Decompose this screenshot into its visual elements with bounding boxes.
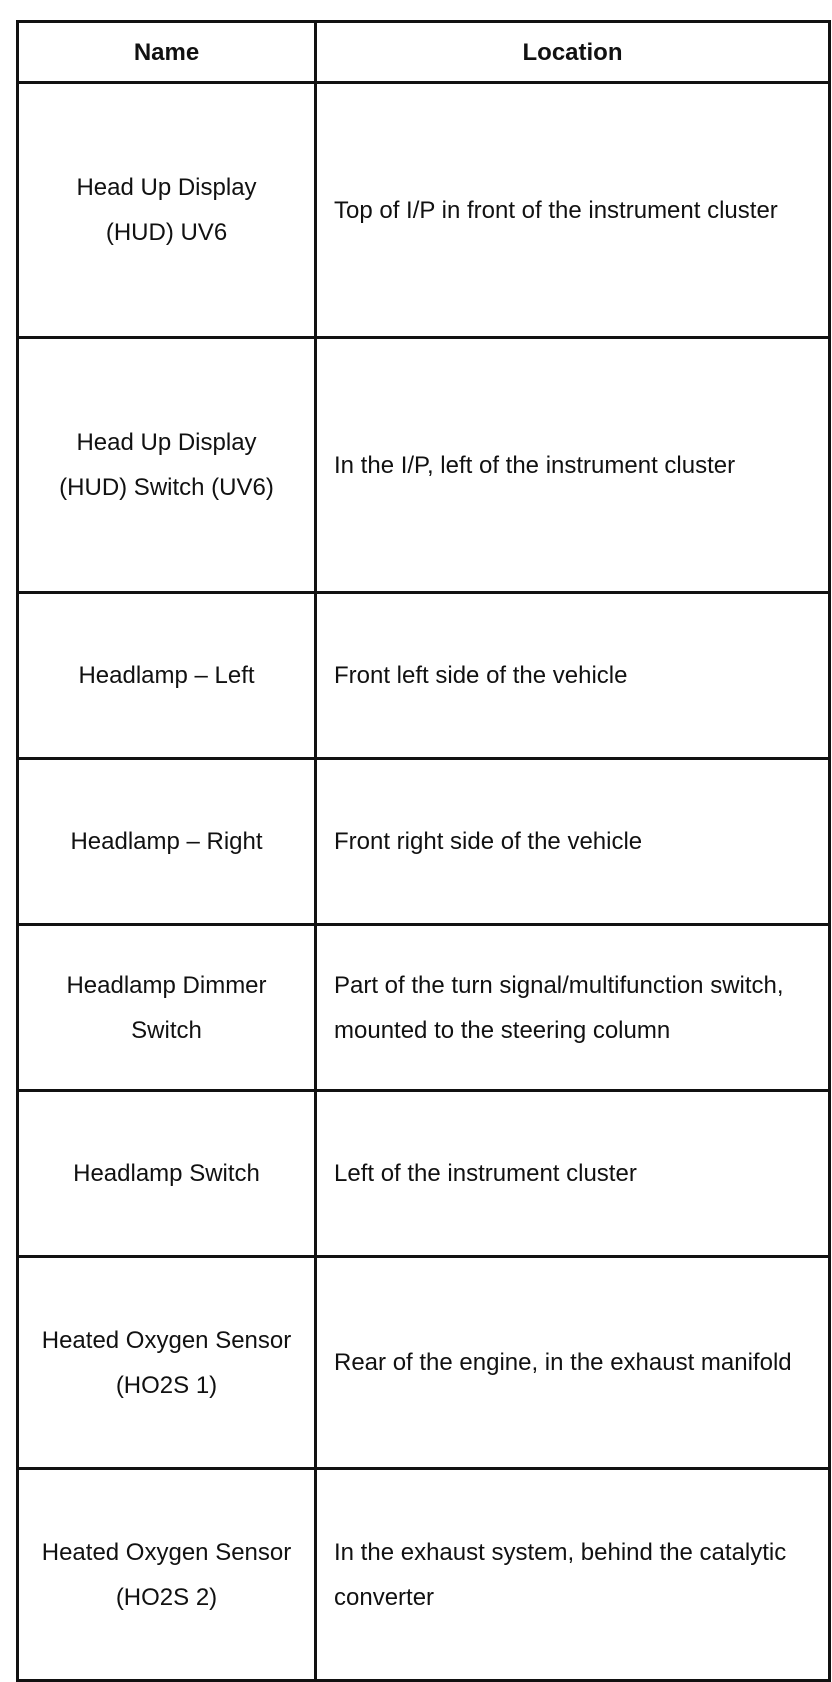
component-name-cell: Headlamp – Left (18, 593, 316, 759)
table-row (18, 759, 830, 925)
name-column-header: Name (18, 22, 316, 83)
component-location-table (16, 20, 831, 1682)
component-name-cell: Heated Oxygen Sensor (HO2S 2) (18, 1469, 316, 1681)
table-row (18, 925, 830, 1091)
component-location-cell: In the exhaust system, behind the catalytic converter (316, 1469, 830, 1681)
component-name-cell: Heated Oxygen Sensor (HO2S 1) (18, 1257, 316, 1469)
header-row (18, 22, 830, 83)
component-location-cell: Part of the turn signal/multifunction switch, mounted to the steering column (316, 925, 830, 1091)
component-location-cell: Left of the instrument cluster (316, 1091, 830, 1257)
table-row (18, 1091, 830, 1257)
component-location-cell: Rear of the engine, in the exhaust manifold (316, 1257, 830, 1469)
table-row (18, 1257, 830, 1469)
component-name-cell: Head Up Display (HUD) UV6 (18, 83, 316, 338)
table-row (18, 83, 830, 338)
table-row (18, 1469, 830, 1681)
component-name-cell: Headlamp Switch (18, 1091, 316, 1257)
table-row (18, 338, 830, 593)
component-name-cell: Head Up Display (HUD) Switch (UV6) (18, 338, 316, 593)
component-location-cell: In the I/P, left of the instrument cluster (316, 338, 830, 593)
component-name-cell: Headlamp Dimmer Switch (18, 925, 316, 1091)
table-row (18, 593, 830, 759)
component-location-cell: Front left side of the vehicle (316, 593, 830, 759)
component-location-cell: Front right side of the vehicle (316, 759, 830, 925)
component-location-cell: Top of I/P in front of the instrument cluster (316, 83, 830, 338)
component-name-cell: Headlamp – Right (18, 759, 316, 925)
location-column-header: Location (316, 22, 830, 83)
